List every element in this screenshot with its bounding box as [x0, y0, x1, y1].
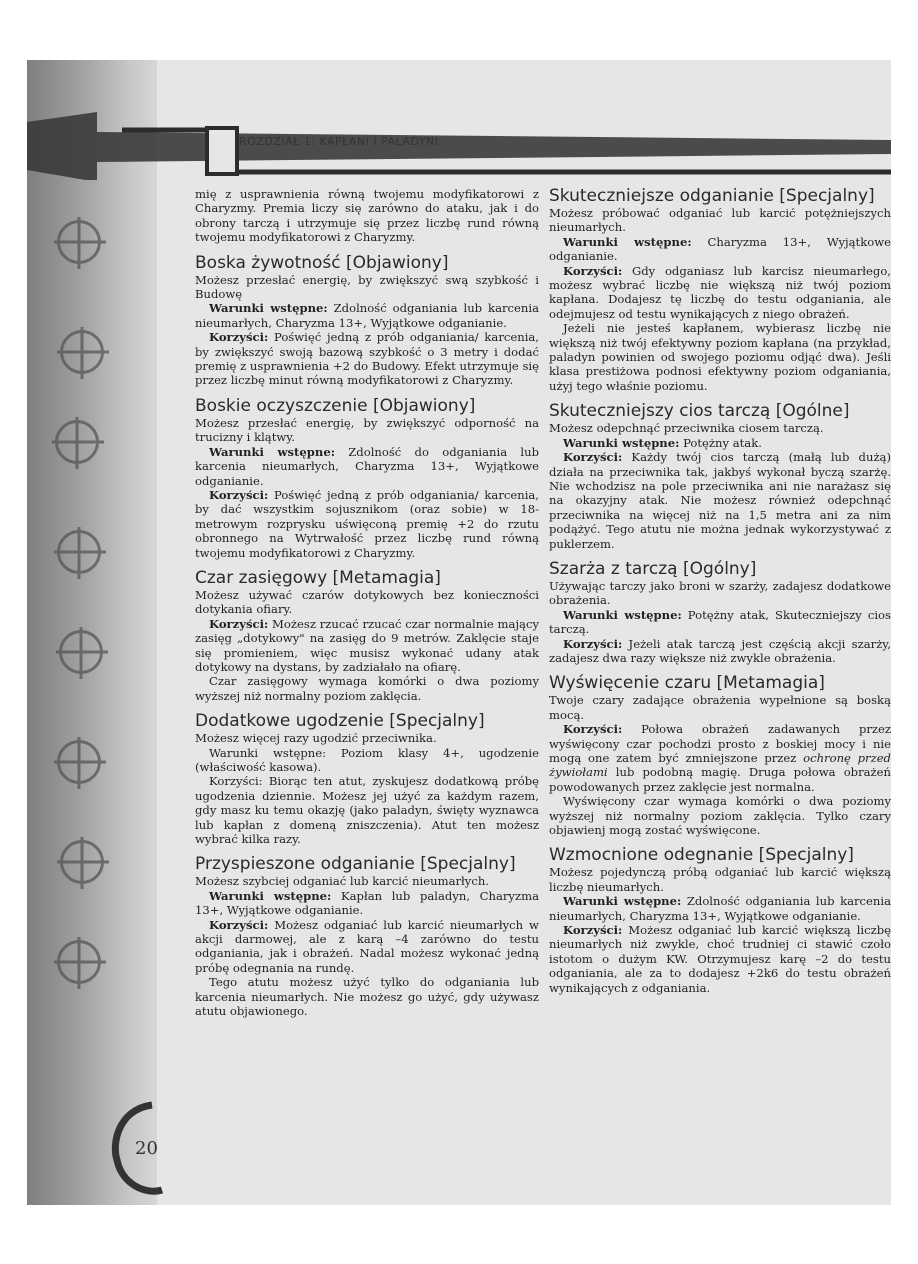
feat-title: Boska żywotność [Objawiony] — [195, 252, 449, 273]
left-column — [195, 187, 539, 1019]
feat-title: Skuteczniejsze odganianie [Specjalny] — [549, 187, 875, 206]
feat-title: Wzmocnione odegnanie [Specjalny] — [549, 845, 854, 866]
feat-benefits — [195, 918, 539, 976]
benefits-label: Korzyści: — [209, 774, 263, 789]
benefits-text: Gdy odganiasz lub karcisz nieumarłego, możesz wybrać liczbę nie większą niż twój poziom kapłana. Dodajesz tę liczbę do testu odganiania, ale odejmujesz od testu wynikających z niego obrażeń. — [549, 263, 891, 321]
rune-icon — [57, 940, 101, 984]
rune-icon — [57, 530, 101, 574]
requirements-text: Kapłan lub paladyn, Charyzma 13+, Wyjątkowe odganianie. — [195, 888, 539, 918]
benefits-label: Korzyści: — [209, 330, 269, 345]
feat-title: Przyspieszone odganianie [Specjalny] — [195, 854, 516, 875]
feat-requirements — [549, 608, 891, 637]
requirements-text: Charyzma 13+, Wyjątkowe odganianie. — [549, 234, 891, 264]
chapter-title: ROZDZIAŁ 1: KAPŁANI I PALADYNI — [239, 135, 439, 148]
feat-note: Tego atutu możesz użyć tylko do odganiania lub karcenia nieumarłych. Nie możesz go użyć, gdy używasz atutu objawionego. — [195, 975, 539, 1019]
feat-benefits — [549, 264, 891, 322]
benefits-text: Jeżeli atak tarczą jest częścią akcji szarży, zadajesz dwa razy większe niż zwykle obrażenia. — [549, 636, 891, 665]
requirements-label: Warunki wstępne: — [563, 435, 680, 450]
requirements-text: Poziom klasy 4+, ugodzenie (właściwość kasowa). — [195, 745, 539, 774]
requirements-text: Potężny atak, Skuteczniejszy cios tarczą. — [549, 607, 891, 637]
benefits-label: Korzyści: — [563, 636, 623, 651]
feat-note: Czar zasięgowy wymaga komórki o dwa poziomy wyższej niż normalny poziom zaklęcia. — [195, 674, 539, 703]
right-column — [549, 187, 891, 1087]
feat-benefits — [195, 617, 539, 675]
benefits-label: Korzyści: — [563, 263, 623, 278]
feat-description: Możesz odepchnąć przeciwnika ciosem tarczą. — [549, 421, 824, 436]
requirements-label: Warunki wstępne: — [563, 234, 692, 249]
feat-benefits — [195, 330, 539, 388]
chapter-arrow-banner — [27, 110, 891, 180]
benefits-text: Poświęć jedną z prób odganiania/ karcenia, by dać wszystkim sojusznikom (oraz sobie) w 18-metrowym rozprysku uświęconą premię +2 do rzutu obronnego na Wytrwałość przez liczbę rund równą twojemu modyfikatorowi z Charyzmy. — [195, 487, 539, 560]
requirements-text: Zdolność do odganiania lub karcenia nieumarłych, Charyzma 13+, Wyjątkowe odganianie. — [195, 444, 539, 488]
benefits-text: Możesz rzucać rzucać czar normalnie mający zasięg „dotykowy" na zasięg do 9 metrów. Zaklęcie staje się promieniem, więc musisz wykonać udany atak dotykowy na dystans, by zadziałało na ofiarę. — [195, 616, 539, 674]
requirements-label: Warunki wstępne: — [209, 444, 335, 459]
feat-description: Możesz używać czarów dotykowych bez konieczności dotykania ofiary. — [195, 587, 539, 617]
benefits-label: Korzyści: — [209, 487, 269, 502]
rune-icon — [60, 330, 104, 374]
rune-icon — [57, 740, 101, 784]
feat-title: Szarża z tarczą [Ogólny] — [549, 558, 757, 579]
feat-title: Wyświęcenie czaru [Metamagia] — [549, 673, 825, 694]
requirements-label: Warunki wstępne: — [209, 888, 332, 903]
intro-paragraph: mię z usprawnienia równą twojemu modyfikatorowi z Charyzmy. Premia liczy się zarówno do ataku, jak i do obrony tarczą i utrzymuje się przez liczbę rund równą twojemu modyfikatorowi z Charyzmy. — [195, 187, 539, 245]
feat-benefits — [195, 488, 539, 560]
requirements-label: Warunki wstępne: — [563, 607, 682, 622]
feat-requirements — [549, 436, 891, 450]
requirements-label: Warunki wstępne: — [563, 894, 682, 909]
feat-description: Możesz szybciej odganiać lub karcić nieumarłych. — [195, 874, 489, 889]
feat-benefits — [549, 637, 891, 666]
benefits-label: Korzyści: — [209, 917, 269, 932]
feat-note: Jeżeli nie jesteś kapłanem, wybierasz liczbę nie większą niż twój efektywny poziom kapłana (na przykład, paladyn powinien od swojego poziomu odjąć dwa). Jeśli klasa prestiżowa podnosi efektywny poziom odganiania, użyj tego właśnie poziomu. — [549, 321, 891, 393]
rune-icon — [57, 220, 101, 264]
feat-description: Możesz przesłać energię, by zwiększyć swą szybkość i Budowę — [195, 272, 539, 302]
benefits-text: Możesz odganiać lub karcić nieumarłych w akcji darmowej, ale z karą –4 zarówno do testu odganiania, jak i obrażeń. Nadal możesz wykonać jedną próbę odegnania na rundę. — [195, 917, 539, 975]
feat-requirements — [195, 445, 539, 488]
scanned-page — [27, 60, 891, 1205]
benefits-text: Połowa obrażeń zadawanych przez wyświęcony czar pochodzi prosto z boskiej mocy i nie mogą one zatem być zmniejszone przez — [549, 722, 891, 765]
rune-icon — [55, 420, 99, 464]
feat-description: Twoje czary zadające obrażenia wypełnione są boską mocą. — [549, 693, 891, 722]
feat-title: Skuteczniejszy cios tarczą [Ogólne] — [549, 401, 850, 422]
page-number: 20 — [135, 1138, 158, 1159]
feat-description: Możesz pojedynczą próbą odganiać lub karcić większą liczbę nieumarłych. — [549, 865, 891, 894]
feat-description: Możesz próbować odganiać lub karcić potężniejszych nieumarłych. — [549, 206, 891, 235]
feat-description: Możesz więcej razy ugodzić przeciwnika. — [195, 731, 437, 746]
decorative-margin — [27, 60, 157, 1205]
benefits-text: Biorąc ten atut, zyskujesz dodatkową próbę ugodzenia dziennie. Możesz jej użyć za każdym razem, gdy masz ku temu okazję (jako paladyn, święty wyznawca lub kapłan z domeną zniszczenia). Atut ten możesz wybrać kilka razy. — [195, 774, 539, 847]
feat-description: Używając tarczy jako broni w szarży, zadajesz dodatkowe obrażenia. — [549, 578, 891, 608]
benefits-emphasis: ochronę przed żywiołami — [549, 751, 891, 780]
requirements-text: Zdolność odganiania lub karcenia nieumarłych, Charyzma 13+, Wyjątkowe odganianie. — [195, 301, 539, 330]
feat-requirements — [549, 235, 891, 264]
benefits-label: Korzyści: — [563, 450, 623, 465]
feat-requirements — [549, 894, 891, 923]
benefits-text: Każdy twój cios tarczą (małą lub dużą) działa na przeciwnika tak, jakbyś wykonał byczą szarżę. Nie wchodzisz na pole przeciwnika ani nie narażasz się na okazyjny atak. Nie możesz również odepchnąć przeciwnika na więcej niż na 1,5 metra ani za nim podążyć. Tego atutu nie można jednak wykorzystywać z puklerzem. — [549, 450, 891, 551]
benefits-label: Korzyści: — [563, 923, 623, 938]
feat-title: Boskie oczyszczenie [Objawiony] — [195, 395, 476, 416]
feat-requirements — [195, 746, 539, 775]
requirements-text: Potężny atak. — [679, 435, 762, 450]
feat-description: Możesz przesłać energię, by zwiększyć odporność na trucizny i klątwy. — [195, 415, 539, 445]
feat-note: Wyświęcony czar wymaga komórki o dwa poziomy wyższej niż normalny poziom zaklęcia. Tylko czary objawienj mogą zostać wyświęcone. — [549, 794, 891, 838]
feat-title: Czar zasięgowy [Metamagia] — [195, 567, 441, 588]
requirements-text: Zdolność odganiania lub karcenia nieumarłych, Charyzma 13+, Wyjątkowe odganianie. — [549, 894, 891, 923]
feat-benefits — [549, 722, 891, 794]
requirements-label: Warunki wstępne: — [209, 745, 326, 760]
benefits-text: Możesz odganiać lub karcić większą liczbę nieumarłych niż zwykle, choć trudniej ci stawić czoło istotom o dużym KW. Otrzymujesz karę –2 do testu odganiania, ale za to dodajesz +2k6 do testu obrażeń wynikających z odganiania. — [549, 923, 891, 995]
feat-benefits — [549, 450, 891, 551]
benefits-label: Korzyści: — [209, 616, 269, 631]
feat-title: Dodatkowe ugodzenie [Specjalny] — [195, 711, 485, 732]
benefits-text: Poświęć jedną z prób odganiania/ karcenia, by zwiększyć swoją bazową szybkość o 3 metry i dodać premię z usprawnienia +2 do Budowy. Efekt utrzymuje się przez liczbę minut równą modyfikatorowi z Charyzmy. — [195, 330, 539, 388]
benefits-text-end: lub podobną magię. Druga połowa obrażeń powodowanych przez zaklęcie jest normalna. — [549, 765, 891, 794]
feat-requirements — [195, 889, 539, 918]
rune-icon — [59, 630, 103, 674]
feat-requirements — [195, 301, 539, 330]
rune-icon — [60, 840, 104, 884]
requirements-label: Warunki wstępne: — [209, 301, 328, 316]
benefits-label: Korzyści: — [563, 722, 623, 737]
feat-benefits — [549, 923, 891, 995]
feat-benefits — [195, 774, 539, 846]
